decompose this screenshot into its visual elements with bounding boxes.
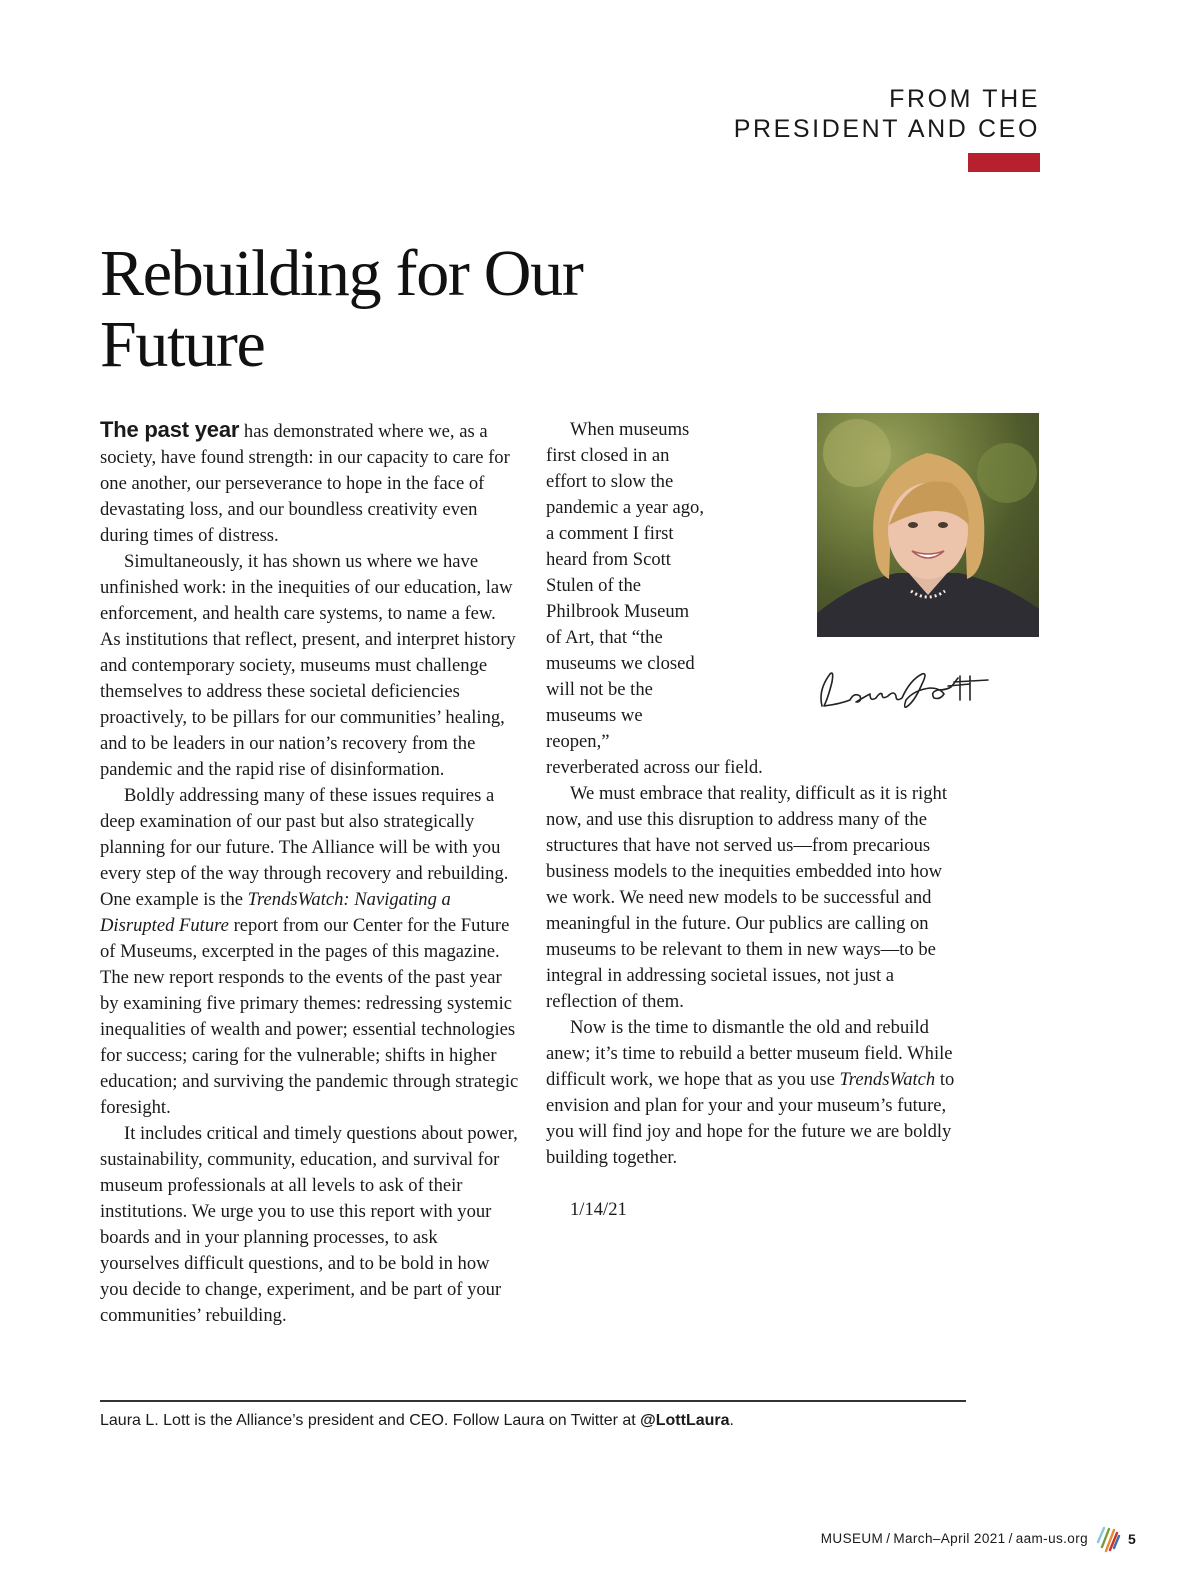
paragraph-3-text-a: Boldly addressing many of these issues requires a deep examination of our past but also strategically planning for our future. The Alliance will be with you every step of the way through recovery and rebuilding. One example is the: [100, 785, 509, 910]
paragraph-2: Simultaneously, it has shown us where we have unfinished work: in the inequities of our education, law enforcement, and health care systems, to name a few. As institutions that reflect, present, and interpret history and contemporary society, museums must challenge themselves to address these societal deficiencies proactively, to be pillars for our communities’ healing, and to be leaders in our nation’s recovery from the pandemic and the rapid rise of disinformation.: [100, 551, 516, 780]
page-number: 5: [1128, 1531, 1136, 1547]
page-title: Rebuilding for Our Future: [100, 237, 583, 381]
paragraph-3-text-b: report from our Center for the Future of Museums, excerpted in the pages of this magazine. The new report responds to the events of the past year by examining five primary themes: redressing systemic inequalities of wealth and power; essential technologies for success; caring for the vulnerable; shifts in higher education; and surviving the pandemic through strategic foresight.: [100, 915, 519, 1118]
paragraph-3: [100, 783, 520, 1121]
trendswatch-title: TrendsWatch: [839, 1069, 936, 1090]
issue-date: March–April 2021: [893, 1531, 1006, 1546]
paragraph-7-text-b: to envision and plan for your and your museum’s future, you will find joy and hope for the future we are boldly building together.: [546, 1069, 955, 1168]
paragraph-4: It includes critical and timely questions about power, sustainability, community, education, and survival for museum professionals at all levels to ask of their institutions. We urge you to use this report with your boards and in your planning processes, to ask yourselves difficult questions, and to be bold in how you decide to change, experiment, and be part of your communities’ rebuilding.: [100, 1123, 518, 1326]
paragraph-7: [546, 1015, 966, 1171]
section-label: [734, 84, 1040, 144]
section-label-line1: FROM THE: [889, 85, 1040, 113]
paragraph-1: [100, 417, 520, 549]
bio-end: .: [729, 1412, 734, 1429]
bio-text: Laura L. Lott is the Alliance’s president and CEO. Follow Laura on Twitter at: [100, 1412, 641, 1429]
author-photo: [817, 413, 1039, 637]
paragraph-7-text-a: Now is the time to dismantle the old and rebuild anew; it’s time to rebuild a better museum field. While difficult work, we hope that as you use: [546, 1017, 953, 1090]
twitter-handle-link[interactable]: @LottLaura: [640, 1412, 730, 1429]
section-label-line2: PRESIDENT AND CEO: [733, 115, 1040, 143]
paragraph-6: We must embrace that reality, difficult as it is right now, and use this disruption to address many of the structures that have not served us—from precarious business models to the inequities embedded into how we work. We need new models to be successful and meaningful in the future. Our publics are calling on museums to be relevant to them in new ways—to be integral in addressing societal issues, not just a reflection of them.: [546, 783, 947, 1012]
paragraph-5: When museums first closed in an effort to slow the pandemic a year ago, a comment I first heard from Scott Stulen of the Philbrook Museum of Art, that “the museums we closed will not be the museums we reopen,” reverberated across our field.: [546, 419, 763, 778]
paragraph-1-text: has demonstrated where we, as a society, have found strength: in our capacity to care for one another, our perseverance to hope in the face of devastating loss, and our boundless creativity even during times of distress.: [100, 421, 510, 546]
lead-in: The past year: [100, 417, 240, 442]
page-folio: [821, 1529, 1088, 1549]
footer-rule: [100, 1400, 966, 1402]
letter-date: 1/14/21: [570, 1199, 627, 1220]
publication-name: MUSEUM: [820, 1531, 884, 1546]
portrait-illustration: [817, 413, 1039, 637]
folio-separator: /: [1008, 1531, 1013, 1546]
author-bio: [100, 1410, 734, 1432]
article-column-left: [100, 417, 520, 1329]
folio-separator: /: [886, 1531, 891, 1546]
aam-logo-icon: [1095, 1520, 1121, 1554]
site-url: aam-us.org: [1015, 1531, 1088, 1546]
accent-bar: [968, 153, 1040, 172]
signature: [810, 660, 1000, 720]
report-title: TrendsWatch: Navigating a Disrupted Future: [100, 889, 451, 936]
